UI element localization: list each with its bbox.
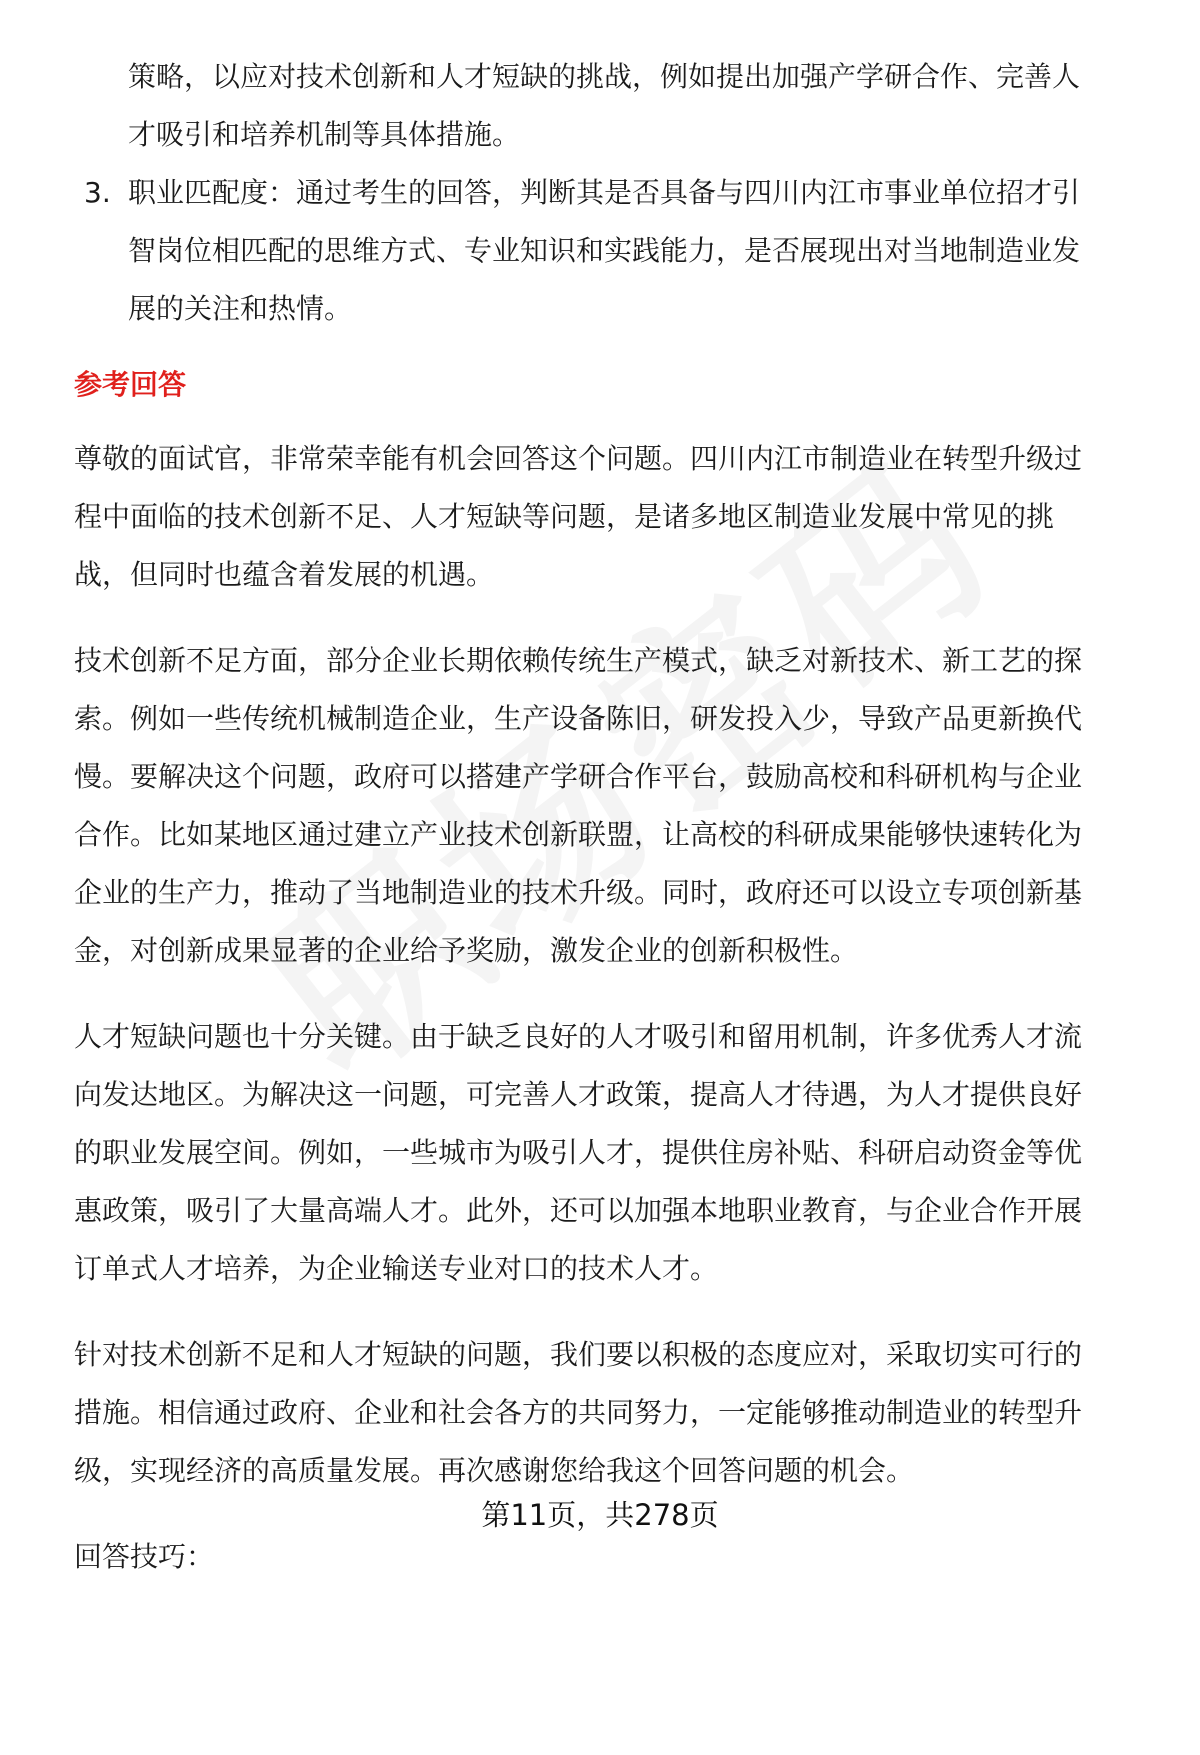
- text-line: 合作。比如某地区通过建立产业技术创新联盟，让高校的科研成果能够快速转化为: [74, 818, 1083, 851]
- document-content: [74, 48, 1144, 1586]
- text-line: 针对技术创新不足和人才短缺的问题，我们要以积极的态度应对，采取切实可行的: [74, 1338, 1083, 1371]
- text-line: 惠政策，吸引了大量高端人才。此外，还可以加强本地职业教育，与企业合作开展: [74, 1194, 1083, 1227]
- text-line: 订单式人才培养，为企业输送专业对口的技术人才。: [74, 1252, 719, 1285]
- text-line: 尊敬的面试官，非常荣幸能有机会回答这个问题。四川内江市制造业在转型升级过: [74, 442, 1083, 475]
- text-line: 的职业发展空间。例如，一些城市为吸引人才，提供住房补贴、科研启动资金等优: [74, 1136, 1083, 1169]
- paragraph-2: [74, 632, 1144, 980]
- intro-continuation: [74, 48, 1144, 164]
- paragraph-3: [74, 1008, 1144, 1298]
- text-line: 策略，以应对技术创新和人才短缺的挑战，例如提出加强产学研合作、完善人: [128, 60, 1081, 93]
- text-line: 措施。相信通过政府、企业和社会各方的共同努力，一定能够推动制造业的转型升: [74, 1396, 1083, 1429]
- text-line: 级，实现经济的高质量发展。再次感谢您给我这个回答问题的机会。: [74, 1454, 915, 1487]
- list-number: 3.: [84, 176, 111, 209]
- list-item-3: [74, 164, 1144, 338]
- text-line: 技术创新不足方面，部分企业长期依赖传统生产模式，缺乏对新技术、新工艺的探: [74, 644, 1083, 677]
- text-line: 才吸引和培养机制等具体措施。: [128, 118, 521, 151]
- text-line: 展的关注和热情。: [128, 292, 353, 325]
- text-line: 程中面临的技术创新不足、人才短缺等问题，是诸多地区制造业发展中常见的挑: [74, 500, 1055, 533]
- text-line: 职业匹配度：通过考生的回答，判断其是否具备与四川内江市事业单位招才引: [128, 176, 1081, 209]
- text-line: 向发达地区。为解决这一问题，可完善人才政策，提高人才待遇，为人才提供良好: [74, 1078, 1083, 1111]
- paragraph-1: [74, 430, 1144, 604]
- text-line: 人才短缺问题也十分关键。由于缺乏良好的人才吸引和留用机制，许多优秀人才流: [74, 1020, 1083, 1053]
- text-line: 金，对创新成果显著的企业给予奖励，激发企业的创新积极性。: [74, 934, 859, 967]
- text-line: 索。例如一些传统机械制造企业，生产设备陈旧，研发投入少，导致产品更新换代: [74, 702, 1083, 735]
- text-line: 慢。要解决这个问题，政府可以搭建产学研合作平台，鼓励高校和科研机构与企业: [74, 760, 1083, 793]
- tips-label: 回答技巧：: [74, 1540, 215, 1573]
- text-line: 企业的生产力，推动了当地制造业的技术升级。同时，政府还可以设立专项创新基: [74, 876, 1083, 909]
- page-footer: 第11页，共278页: [481, 1498, 719, 1532]
- paragraph-4: [74, 1326, 1144, 1500]
- section-heading: 参考回答: [74, 368, 187, 401]
- text-line: 智岗位相匹配的思维方式、专业知识和实践能力，是否展现出对当地制造业发: [128, 234, 1081, 267]
- text-line: 战，但同时也蕴含着发展的机遇。: [74, 558, 495, 591]
